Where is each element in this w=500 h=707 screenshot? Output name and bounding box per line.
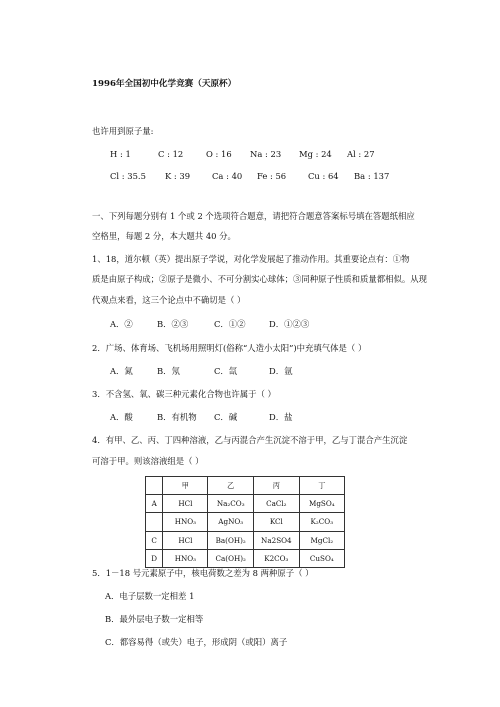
table-row <box>146 513 345 531</box>
table-cell: MgSO₄ <box>299 495 344 513</box>
table-row <box>146 549 345 567</box>
table-cell: K₂CO₃ <box>299 513 344 531</box>
table-cell: Ba(OH)₂ <box>208 531 254 549</box>
question-5-option-c: C．都容易得（或失）电子，形成阴（或阳）离子 <box>105 637 288 647</box>
atomic-mass-intro: 也许用到原子量: <box>92 126 154 136</box>
table-cell: KCl <box>254 513 300 531</box>
table-row <box>146 495 345 513</box>
question-1-option-c: C．①② <box>214 319 246 329</box>
table-row-label <box>146 513 163 531</box>
question-5-option-a: A．电子层数一定相差 1 <box>105 591 195 601</box>
question-5-option-b: B．最外层电子数一定相等 <box>105 614 204 624</box>
question-2-option-a: A．氮 <box>110 366 133 376</box>
atomic-mass-entry: C : 12 <box>158 149 184 159</box>
question-2-option-b: B．氖 <box>157 366 180 376</box>
table-row <box>146 531 345 549</box>
table-cell: HCl <box>163 495 208 513</box>
table-header-cell: 丙 <box>254 477 300 495</box>
atomic-mass-entry: Ca : 40 <box>212 171 243 181</box>
table-header-cell: 丁 <box>299 477 344 495</box>
atomic-mass-entry: Na : 23 <box>250 149 282 159</box>
question-1-line-3: 代观点来看，这三个论点中不确切是（ ） <box>92 295 246 305</box>
table-row-label: A <box>146 495 163 513</box>
question-1-line-2: 质是由原子构成；②原子是微小、不可分割实心球体；③同种原子性质和质量都相似。从现 <box>92 274 427 284</box>
table-cell: CaCl₂ <box>254 495 300 513</box>
atomic-mass-entry: K : 39 <box>165 171 191 181</box>
question-2-option-d: D．氩 <box>269 366 293 376</box>
table-cell: HNO₃ <box>163 513 208 531</box>
question-3-option-a: A．酸 <box>110 412 133 422</box>
question-3-line-1: 3．不含氢、氧、碳三种元素化合物也许属于（ ） <box>92 389 276 399</box>
table-header-cell: 甲 <box>163 477 208 495</box>
section-instructions-line-2: 空格里，每题 2 分，本大题共 40 分。 <box>92 231 236 241</box>
question-3-option-d: D．盐 <box>269 412 293 422</box>
question-1-line-1: 1、18，道尔顿（英）提出原子学说，对化学发展起了推动作用。其重要论点有：①物 <box>92 254 410 264</box>
table-row-label: C <box>146 531 163 549</box>
table-cell: Ca(OH)₂ <box>208 549 254 567</box>
question-1-option-b: B．②③ <box>157 319 189 329</box>
table-cell: K2CO₃ <box>254 549 300 567</box>
atomic-mass-entry: Al : 27 <box>347 149 375 159</box>
solution-table <box>145 476 345 568</box>
atomic-mass-entry: Mg : 24 <box>299 149 332 159</box>
table-cell: HNO₃ <box>163 549 208 567</box>
atomic-mass-entry: H : 1 <box>110 149 131 159</box>
table-row-label: D <box>146 549 163 567</box>
question-2-line-1: 2．广场、体育场、飞机场用照明灯(俗称“人造小太阳”)中充填气体是（ ） <box>92 343 367 353</box>
table-cell: Na2SO4 <box>254 531 300 549</box>
document-title: 1996年全国初中化学竞赛（天原杯） <box>92 79 237 89</box>
section-instructions-line-1: 一、下列每题分别有 1 个或 2 个选项符合题意，请把符合题意答案标号填在答题纸相应 <box>92 211 415 221</box>
question-4-line-1: 4．有甲、乙、丙、丁四种溶液，乙与丙混合产生沉淀不溶于甲，乙与丁混合产生沉淀 <box>92 435 408 445</box>
table-header-cell <box>146 477 163 495</box>
atomic-mass-entry: Ba : 137 <box>354 171 390 181</box>
table-cell: HCl <box>163 531 208 549</box>
question-3-option-b: B．有机物 <box>157 412 197 422</box>
atomic-mass-entry: O : 16 <box>206 149 232 159</box>
question-1-option-a: A．② <box>110 319 133 329</box>
table-header-cell: 乙 <box>208 477 254 495</box>
atomic-mass-entry: Cu : 64 <box>308 171 339 181</box>
table-cell: AgNO₃ <box>208 513 254 531</box>
question-4-line-2: 可溶于甲。则该溶液组是（ ） <box>92 456 204 466</box>
table-cell: CuSO₄ <box>299 549 344 567</box>
question-1-option-d: D．①②③ <box>269 319 310 329</box>
question-3-option-c: C．碱 <box>214 412 238 422</box>
table-cell: MgCl₂ <box>299 531 344 549</box>
question-5-line-1: 5．1－18 号元素原子中，核电荷数之差为 8 两种原子（ ） <box>92 568 314 578</box>
table-cell: Na₂CO₃ <box>208 495 254 513</box>
question-2-option-c: C．氙 <box>214 366 238 376</box>
atomic-mass-entry: Fe : 56 <box>257 171 287 181</box>
table-header-row <box>146 477 345 495</box>
atomic-mass-entry: Cl : 35.5 <box>110 171 146 181</box>
